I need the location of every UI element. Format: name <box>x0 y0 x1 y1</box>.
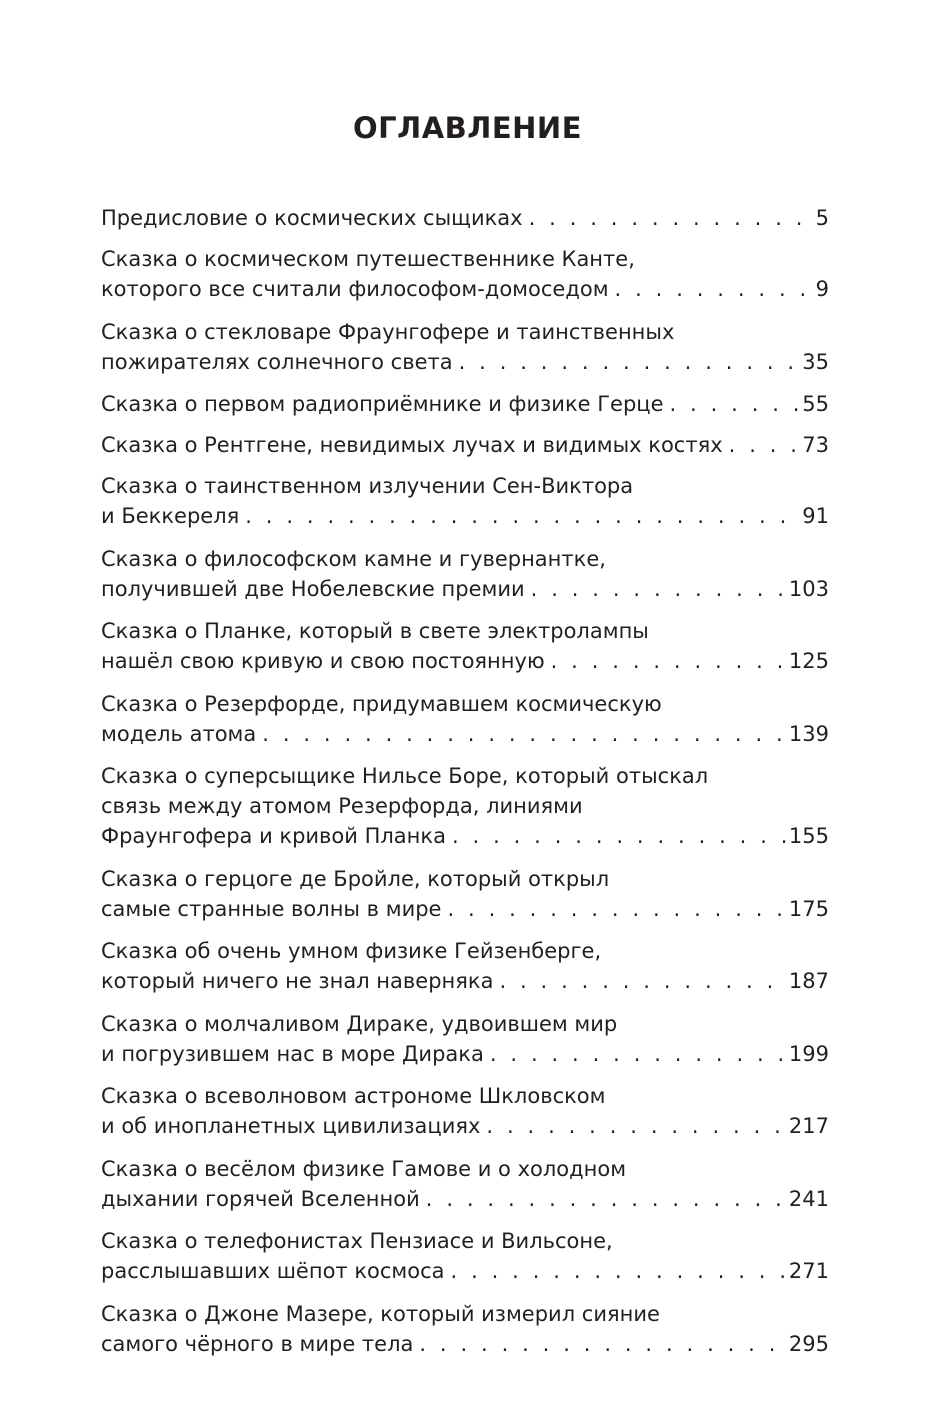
toc-entry-last-line <box>101 1111 829 1141</box>
page-number: 103 <box>788 576 829 601</box>
toc-entry <box>101 544 829 604</box>
toc-entry <box>101 244 829 304</box>
dot-leader <box>529 203 814 233</box>
toc-heading: ОГЛАВЛЕНИЕ <box>352 111 582 145</box>
toc-entry <box>101 1009 829 1069</box>
page-number: 271 <box>788 1259 829 1283</box>
toc-entry <box>101 389 829 419</box>
toc-entry-title-line: Сказка о Джоне Мазере, который измерил сияние <box>101 1301 660 1326</box>
dot-leader <box>670 389 801 419</box>
toc-entry-title-line: дыхании горячей Вселенной <box>101 1186 420 1211</box>
page-number: 199 <box>788 1041 829 1066</box>
toc-entry-title-line: Сказка о таинственном излучении Сен-Виктора <box>101 474 634 498</box>
toc-entry-title-line: Сказка о стекловаре Фраунгофере и таинственных <box>101 319 675 344</box>
toc-entry-title-line: которого все считали философом-домоседом <box>101 277 609 301</box>
toc-entry-last-line <box>101 1329 829 1359</box>
toc-entry-title-line: Сказка о Резерфорде, придумавшем космическую <box>101 691 662 716</box>
toc-entry <box>101 1299 829 1359</box>
dot-leader <box>245 501 800 531</box>
page-number: 241 <box>788 1186 829 1211</box>
toc-entry-last-line <box>101 1256 829 1286</box>
dot-leader <box>551 646 787 676</box>
page-number: 217 <box>788 1114 829 1138</box>
toc-entry <box>101 761 829 851</box>
dot-leader <box>486 1111 786 1141</box>
page-number: 73 <box>802 433 829 457</box>
toc-entry-title-line: Сказка о весёлом физике Гамове и о холодном <box>101 1156 627 1181</box>
toc-entry-last-line <box>101 574 829 604</box>
dot-leader <box>499 966 786 996</box>
toc-entry-last-line <box>101 347 829 377</box>
dot-leader <box>490 1039 787 1069</box>
page-number: 295 <box>788 1331 829 1356</box>
toc-entry-title-line: нашёл свою кривую и свою постоянную <box>101 649 545 673</box>
toc-entry-title-line: Сказка о суперсыщике Нильсе Боре, который отыскал <box>101 764 709 788</box>
toc-entry-last-line <box>101 1039 829 1069</box>
toc-entry-last-line <box>101 1184 829 1214</box>
toc-entry <box>101 1081 829 1141</box>
toc-entry <box>101 430 829 460</box>
page-number: 155 <box>788 824 829 848</box>
toc-entry-title-line: Сказка об очень умном физике Гейзенберге, <box>101 939 602 963</box>
toc-entry-title-line: Фраунгофера и кривой Планка <box>101 824 446 848</box>
toc-entry-title-line: Сказка о Планке, который в свете электролампы <box>101 619 649 643</box>
toc-entry <box>101 864 829 924</box>
toc-entry-title-line: и Беккереля <box>101 504 240 528</box>
toc-entry <box>101 471 829 531</box>
toc-entry-last-line <box>101 719 829 749</box>
page-number: 35 <box>802 349 829 374</box>
dot-leader <box>419 1329 787 1359</box>
dot-leader <box>459 347 801 377</box>
toc-entry-title-line: Сказка о космическом путешественнике Канте, <box>101 247 635 271</box>
page-number: 125 <box>788 649 829 673</box>
toc-entry-last-line <box>101 430 829 460</box>
toc-entry-last-line <box>101 894 829 924</box>
toc-entry-title-line: расслышавших шёпот космоса <box>101 1259 445 1283</box>
toc-entry-title-line: Предисловие о космических сыщиках <box>101 206 523 230</box>
page-number: 175 <box>788 896 829 921</box>
toc-entry <box>101 317 829 377</box>
dot-leader <box>262 719 787 749</box>
toc-entry-title-line: Сказка о первом радиоприёмнике и физике Герце <box>101 392 664 416</box>
toc-entry <box>101 203 829 233</box>
toc-entry-last-line <box>101 274 829 304</box>
toc-entry-title-line: Сказка о молчаливом Дираке, удвоившем мир <box>101 1011 618 1036</box>
dot-leader <box>531 574 787 604</box>
toc-entry-title-line: Сказка о всеволновом астрономе Шкловском <box>101 1084 606 1108</box>
toc-entry <box>101 1154 829 1214</box>
toc-entry <box>101 936 829 996</box>
dot-leader <box>452 821 787 851</box>
toc-entry <box>101 689 829 749</box>
toc-entry <box>101 616 829 676</box>
toc-entry-title-line: и об инопланетных цивилизациях <box>101 1114 481 1138</box>
toc-entry-last-line <box>101 966 829 996</box>
page-number: 9 <box>815 277 829 301</box>
page-number: 139 <box>788 721 829 746</box>
toc-entry-last-line <box>101 821 829 851</box>
toc-entry-last-line <box>101 389 829 419</box>
toc-entry-last-line <box>101 646 829 676</box>
toc-entry-title-line: пожирателях солнечного света <box>101 349 453 374</box>
toc-entry-title-line: самого чёрного в мире тела <box>101 1331 414 1356</box>
toc-entry-title-line: самые странные волны в мире <box>101 896 442 921</box>
toc-list <box>101 203 829 1371</box>
toc-entry-title-line: который ничего не знал наверняка <box>101 969 494 993</box>
toc-entry <box>101 1226 829 1286</box>
toc-entry-last-line <box>101 501 829 531</box>
toc-entry-last-line <box>101 203 829 233</box>
toc-entry-title-line: получившей две Нобелевские премии <box>101 576 525 601</box>
toc-entry-title-line: Сказка о герцоге де Бройле, который открыл <box>101 866 610 891</box>
toc-entry-title-line: связь между атомом Резерфорда, линиями <box>101 794 583 818</box>
page-number: 91 <box>802 504 829 528</box>
toc-entry-title-line: модель атома <box>101 721 257 746</box>
toc-entry-title-line: Сказка о телефонистах Пензиасе и Вильсоне, <box>101 1229 613 1253</box>
toc-entry-title-line: Сказка о философском камне и гувернантке, <box>101 546 606 571</box>
dot-leader <box>729 430 801 460</box>
dot-leader <box>447 894 786 924</box>
toc-entry-title-line: и погрузившем нас в море Дирака <box>101 1041 484 1066</box>
page-number: 5 <box>815 206 829 230</box>
dot-leader <box>451 1256 787 1286</box>
page-number: 187 <box>788 969 829 993</box>
dot-leader <box>615 274 814 304</box>
toc-entry-title-line: Сказка о Рентгене, невидимых лучах и видимых костях <box>101 433 723 457</box>
page-number: 55 <box>802 392 829 416</box>
dot-leader <box>426 1184 787 1214</box>
